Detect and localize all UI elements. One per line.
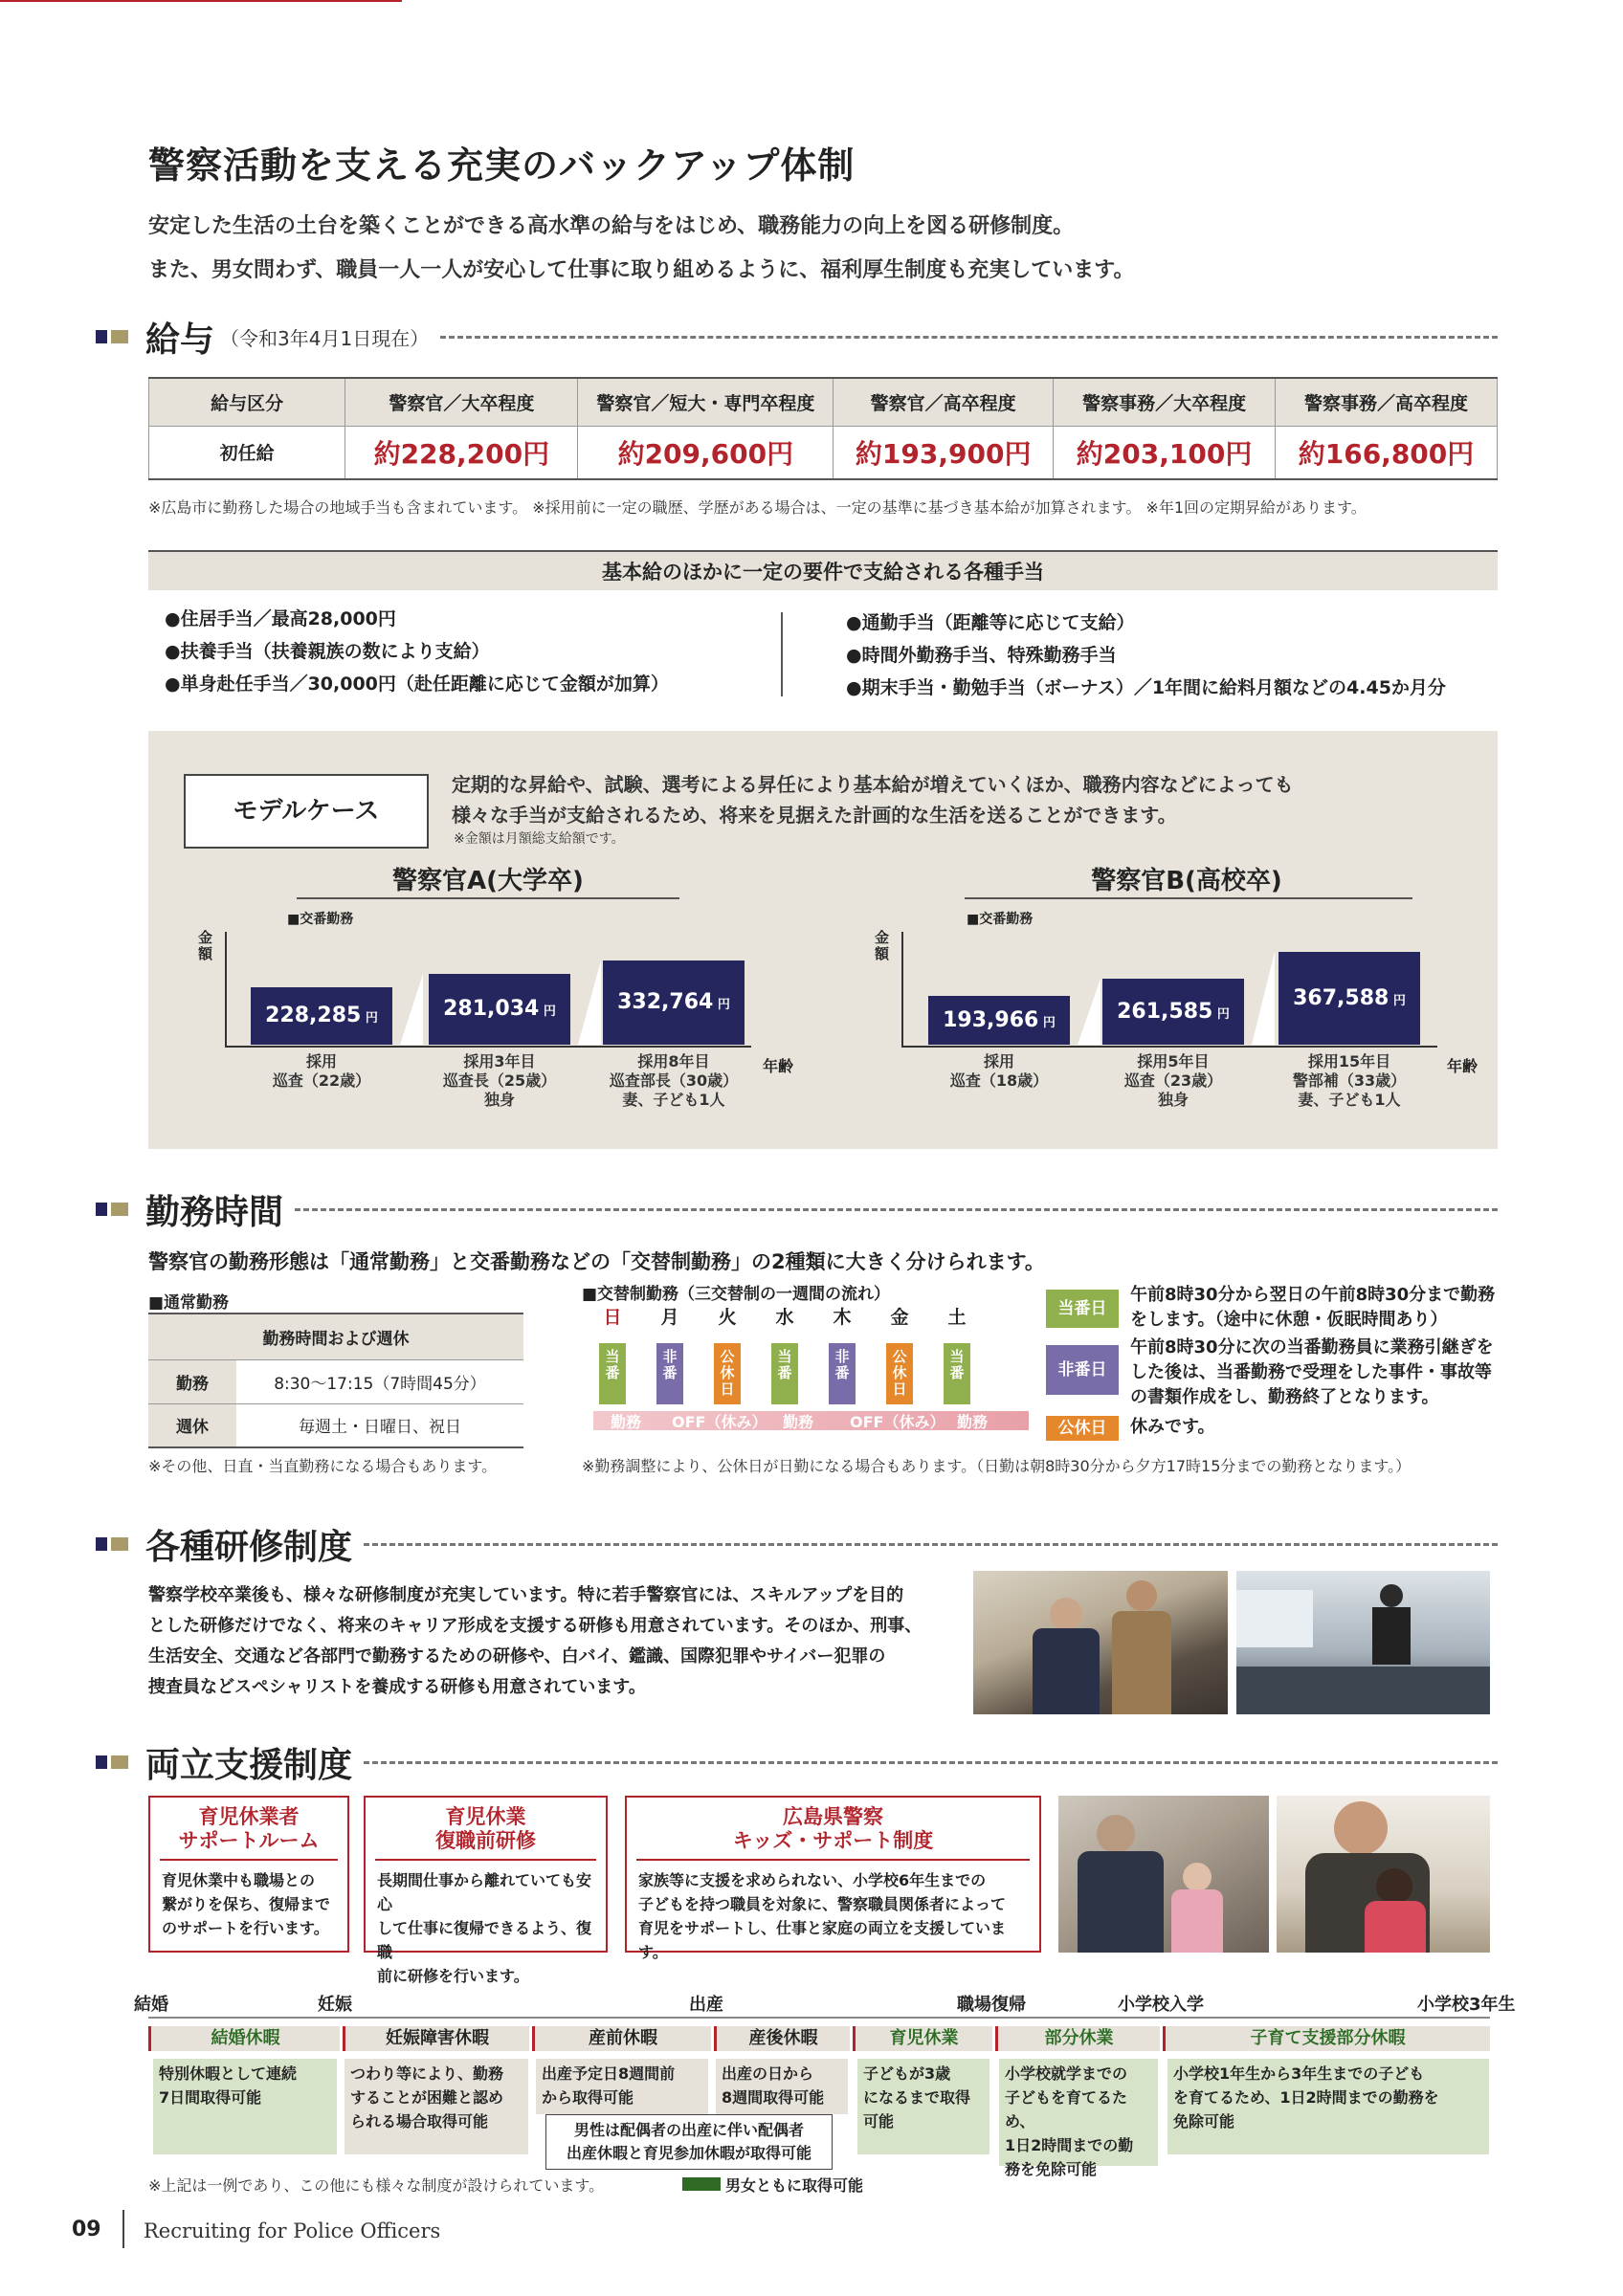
support-note: ※上記は一例であり、この他にも様々な制度が設けられています。: [148, 2176, 605, 2195]
bar-unit: 円: [361, 1011, 378, 1026]
page-title: 警察活動を支える充実のバックアップ体制: [148, 144, 856, 187]
leave-detail: 出産の日から 8週間取得可能: [716, 2059, 848, 2114]
legend-holiday-text: 休みです。: [1130, 1417, 1215, 1437]
category-label: 採用5年目: [1137, 1052, 1210, 1071]
chart-a-x-label: [232, 1052, 411, 1091]
shift-cell: 公 休 日: [886, 1343, 913, 1404]
sub-label: 巡査（23歳）: [1123, 1071, 1223, 1090]
leave-detail: 小学校1年生から3年生までの子ども を育てるため、1日2時間までの勤務を 免除可能: [1167, 2059, 1489, 2154]
chart-a-ylabel: 金額: [198, 929, 213, 962]
leave-marriage: 結婚休暇: [148, 2026, 340, 2051]
model-note: ※金額は月額総支給額です。: [454, 831, 625, 847]
legend-off-duty-text: 午前8時30分に次の当番勤務員に業務引継ぎをした後は、当番勤務で受理をした事件・事故等の書類作成をし、勤務終了となります。: [1130, 1337, 1494, 1407]
chart-a-yaxis: [225, 932, 227, 1047]
allowance-left-list: [165, 603, 669, 700]
shift-day: 土: [947, 1307, 967, 1328]
bar-unit: 円: [1389, 994, 1406, 1008]
allowance-item: ●時間外勤務手当、特殊勤務手当: [846, 645, 1117, 666]
legend-holiday-label: 公休日: [1046, 1416, 1119, 1441]
shift-day: 木: [833, 1307, 852, 1328]
category-label: 採用8年目: [637, 1052, 710, 1071]
category-label: 採用15年目: [1307, 1052, 1391, 1071]
bar-unit: 円: [1038, 1016, 1056, 1030]
lead-line-1: 安定した生活の土台を築くことができる高水準の給与をはじめ、職務能力の向上を図る研修制度。: [148, 214, 1075, 238]
bar-value-label: 332,764: [617, 990, 714, 1014]
leave-detail: 出産予定日8週間前 から取得可能: [536, 2059, 708, 2114]
timeline-label: 職場復帰: [957, 1995, 1026, 2015]
sub-label: 妻、子ども1人: [1298, 1091, 1401, 1109]
salary-note: ※広島市に勤務した場合の地域手当も含まれています。 ※採用前に一定の職歴、学歴がある場合は、一定の基準に基づき基本給が加算されます。 ※年1回の定期昇給があります。: [148, 498, 1367, 517]
chart-b-legend: ■交番勤務: [967, 912, 1034, 927]
chart-b-xaxis: [901, 1046, 1437, 1048]
sub-label: 巡査（22歳）: [272, 1071, 371, 1090]
work-row-value: 毎週土・日曜日、祝日: [236, 1403, 523, 1447]
salary-row-label: 初任給: [149, 426, 345, 479]
box-title: キッズ・サポート制度: [732, 1829, 934, 1852]
chart-b-bar: [1278, 952, 1420, 1045]
salary-header: 警察官／短大・専門卒程度: [578, 378, 834, 426]
chart-a-step: [400, 974, 423, 1045]
shift-day: 火: [718, 1307, 737, 1328]
chart-b-ylabel: 金額: [875, 929, 890, 962]
shift-cell: 非 番: [829, 1343, 856, 1404]
chart-b-xlabel: 年齢: [1447, 1057, 1478, 1075]
legend-duty-text: 午前8時30分から翌日の午前8時30分まで勤務をします。（途中に休憩・仮眠時間あり）: [1130, 1285, 1496, 1330]
shift-cell: 当 番: [944, 1343, 970, 1404]
salary-section-header: [96, 312, 1498, 362]
chart-a-legend: ■交番勤務: [287, 912, 354, 927]
box-line: 繋がりを保ち、復帰まで: [162, 1895, 331, 1913]
salary-value: 約228,200円: [345, 426, 578, 479]
box-title: サポートルーム: [178, 1829, 320, 1852]
work-table-header: 勤務時間および週休: [148, 1314, 523, 1359]
support-box-room: [148, 1796, 349, 1953]
sub-label: 警部補（33歳）: [1292, 1071, 1407, 1090]
salary-value: 約166,800円: [1276, 426, 1498, 479]
training-title: 各種研修制度: [145, 1527, 353, 1567]
chart-b-x-label: [909, 1052, 1089, 1091]
shift-day: 水: [775, 1307, 794, 1328]
category-label: 採用: [983, 1052, 1014, 1071]
shift-cell: 当 番: [599, 1343, 626, 1404]
chart-b-yaxis: [901, 932, 903, 1047]
shift-work-label: ■交替制勤務（三交替制の一週間の流れ）: [582, 1285, 891, 1304]
work-note-1: ※その他、日直・当直勤務になる場合もあります。: [148, 1457, 498, 1475]
shift-day-rule: [0, 0, 402, 2]
work-note-2: ※勤務調整により、公休日が日勤になる場合もあります。（日勤は朝8時30分から夕方17時15分までの勤務となります。）: [582, 1457, 1412, 1475]
normal-work-table: [148, 1313, 523, 1448]
training-line: 警察学校卒業後も、様々な研修制度が充実しています。特に若手警察官には、スキルアップを目的: [148, 1585, 904, 1605]
leave-detail: 特別休暇として連続 7日間取得可能: [153, 2059, 337, 2154]
work-lead: 警察官の勤務形態は「通常勤務」と交番勤務などの「交替制勤務」の2種類に大きく分けられます。: [148, 1250, 1045, 1273]
bar-unit: 円: [539, 1004, 556, 1019]
leave-parenting: 子育て支援部分休暇: [1163, 2026, 1490, 2051]
spouse-leave-box: 男性は配偶者の出産に伴い配偶者 出産休暇と育児参加休暇が取得可能: [545, 2114, 833, 2170]
bar-value-label: 193,966: [943, 1008, 1039, 1032]
category-label: 採用: [305, 1052, 337, 1071]
allowance-item: ●住居手当／最高28,000円: [165, 608, 396, 629]
chart-a-bar: [429, 974, 570, 1045]
sub-label: 巡査（18歳）: [949, 1071, 1049, 1090]
bar-value-label: 367,588: [1293, 986, 1390, 1010]
salary-value: 約203,100円: [1054, 426, 1276, 479]
model-text-1: 定期的な昇給や、試験、選考による昇任により基本給が増えていくほか、職務内容などによっても: [452, 773, 1294, 796]
chart-a-x-label: [584, 1052, 764, 1110]
leave-postnatal: 産後休暇: [714, 2026, 850, 2051]
timeline-label: 妊娠: [318, 1995, 352, 2015]
bar-unit: 円: [713, 998, 730, 1012]
training-text: [148, 1580, 933, 1703]
allowance-header: 基本給のほかに一定の要件で支給される各種手当: [148, 550, 1498, 590]
timeline-label: 結婚: [134, 1995, 168, 2015]
salary-value: 約209,600円: [578, 426, 834, 479]
chart-a-xaxis: [225, 1046, 751, 1048]
salary-header: 警察官／高卒程度: [834, 378, 1054, 426]
chart-b-title-rule: [965, 897, 1412, 899]
box-title: 復職前研修: [435, 1829, 536, 1852]
shift-day: 月: [660, 1307, 679, 1328]
category-label: 採用3年目: [463, 1052, 536, 1071]
box-line: 前に研修を行います。: [377, 1967, 529, 1985]
bar-unit: 円: [1212, 1007, 1230, 1022]
page-number: 09: [72, 2218, 101, 2241]
bar-value-label: 281,034: [443, 997, 540, 1021]
allowance-item: ●通勤手当（距離等に応じて支給）: [846, 612, 1135, 633]
box-title: 広島県警察: [783, 1805, 883, 1828]
model-text-2: 様々な手当が支給されるため、将来を見据えた計画的な生活を送ることができます。: [452, 804, 1177, 827]
salary-header: 警察事務／大卒程度: [1054, 378, 1276, 426]
box-line: 育児をサポートし、仕事と家庭の両立を支援しています。: [638, 1919, 1007, 1961]
training-line: とした研修だけでなく、将来のキャリア形成を支援する研修も用意されています。そのほか、刑事、: [148, 1616, 923, 1636]
sub-label: 巡査部長（30歳）: [609, 1071, 739, 1090]
band-label: OFF（休み）: [672, 1413, 767, 1431]
chart-a-xlabel: 年齢: [763, 1057, 794, 1075]
leave-detail: 小学校就学までの 子どもを育てるため、 1日2時間までの勤 務を免除可能: [999, 2059, 1158, 2166]
legend-duty-label: 当番日: [1046, 1290, 1119, 1328]
footer-text: Recruiting for Police Officers: [144, 2219, 441, 2242]
allowance-item: ●期末手当・勤勉手当（ボーナス）／1年間に給料月額などの4.45か月分: [846, 677, 1446, 698]
box-line: のサポートを行います。: [162, 1919, 329, 1937]
chart-b-step: [1252, 952, 1275, 1045]
bar-value-label: 228,285: [265, 1004, 362, 1027]
sub-label: 独身: [1157, 1091, 1189, 1109]
support-box-kids: [625, 1796, 1041, 1961]
box-line: 家族等に支援を求められない、小学校6年生までの: [638, 1871, 987, 1889]
shift-cell: 非 番: [656, 1343, 683, 1404]
salary-header: 警察官／大卒程度: [345, 378, 578, 426]
bar-value-label: 261,585: [1117, 1000, 1213, 1024]
support-photo-1: [1058, 1796, 1269, 1953]
box-title: 育児休業: [445, 1805, 526, 1828]
box-line: して仕事に復帰できるよう、復職: [377, 1919, 592, 1961]
allowance-item: ●単身赴任手当／30,000円（赴任距離に応じて金額が加算）: [165, 673, 669, 695]
band-label: 勤務: [611, 1413, 642, 1431]
salary-date: （令和3年4月1日現在）: [220, 326, 430, 350]
timeline-label: 出産: [689, 1995, 723, 2015]
timeline-label: 小学校3年生: [1417, 1995, 1516, 2015]
box-line: 長期間仕事から離れていても安心: [377, 1871, 592, 1913]
box-title: 育児休業者: [198, 1805, 300, 1828]
chart-b-x-label: [1259, 1052, 1439, 1110]
box-line: 子どもを持つ職員を対象に、警察職員関係者によって: [638, 1895, 1007, 1913]
legend-green-text: 男女ともに取得可能: [725, 2176, 864, 2195]
allowance-right-list: [846, 607, 1446, 704]
salary-table: [148, 377, 1498, 480]
salary-value: 約193,900円: [834, 426, 1054, 479]
timeline-axis: [148, 2017, 1490, 2019]
band-label: 勤務: [783, 1413, 814, 1431]
sub-label: 独身: [483, 1091, 515, 1109]
support-photo-2: [1277, 1796, 1490, 1953]
chart-a-bar: [603, 960, 745, 1045]
salary-title: 給与: [145, 320, 215, 360]
work-row-key: 週休: [148, 1403, 236, 1447]
timeline-label: 小学校入学: [1118, 1995, 1204, 2015]
allowance-divider: [781, 612, 783, 696]
shift-cell: 当 番: [771, 1343, 798, 1404]
leave-partial: 部分休業: [995, 2026, 1160, 2051]
lead-line-2: また、男女問わず、職員一人一人が安心して仕事に取り組めるように、福利厚生制度も充実しています。: [148, 258, 1135, 282]
shift-cell: 公 休 日: [714, 1343, 741, 1404]
leave-childcare: 育児休業: [853, 2026, 992, 2051]
chart-b-bar: [928, 996, 1070, 1045]
chart-a-step: [578, 960, 601, 1045]
legend-green-swatch: [682, 2177, 721, 2191]
training-photo-2: [1236, 1571, 1490, 1714]
support-box-training: [364, 1796, 608, 1985]
sub-label: 妻、子ども1人: [622, 1091, 725, 1109]
chart-b-step: [1078, 979, 1101, 1045]
shift-day: 日: [603, 1307, 622, 1328]
work-section-header: [96, 1184, 1498, 1234]
legend-off-duty-label: 非番日: [1046, 1345, 1119, 1395]
normal-work-label: ■通常勤務: [148, 1293, 230, 1313]
band-label: OFF（休み）: [850, 1413, 945, 1431]
shift-day: 金: [890, 1307, 909, 1328]
chart-b-title: 警察官B(高校卒): [1091, 867, 1282, 895]
box-line: 育児休業中も職場との: [162, 1871, 316, 1889]
training-line: 捜査員などスペシャリストを養成する研修も用意されています。: [148, 1677, 646, 1697]
leave-prenatal: 産前休暇: [532, 2026, 711, 2051]
training-section-header: [96, 1519, 1498, 1569]
work-row-key: 勤務: [148, 1359, 236, 1403]
allowance-item: ●扶養手当（扶養親族の数により支給）: [165, 641, 490, 662]
chart-b-bar: [1102, 979, 1244, 1045]
work-row-value: 8:30～17:15（7時間45分）: [236, 1359, 523, 1403]
leave-pregnancy: 妊娠障害休暇: [343, 2026, 529, 2051]
support-title: 両立支援制度: [145, 1745, 353, 1785]
chart-a-bar: [251, 987, 392, 1045]
chart-b-x-label: [1083, 1052, 1263, 1110]
sub-label: 巡査長（25歳）: [442, 1071, 557, 1090]
support-section-header: [96, 1737, 1498, 1787]
salary-header: 給与区分: [149, 378, 345, 426]
model-case-label: モデルケース: [184, 774, 429, 849]
training-line: 生活安全、交通など各部門で勤務するための研修や、白バイ、鑑識、国際犯罪やサイバー犯罪の: [148, 1646, 886, 1667]
salary-header: 警察事務／高卒程度: [1276, 378, 1498, 426]
chart-a-title-rule: [297, 897, 679, 899]
training-photo-1: [973, 1571, 1228, 1714]
band-label: 勤務: [957, 1413, 989, 1431]
leave-detail: つわり等により、勤務 することが困難と認め られる場合取得可能: [345, 2059, 528, 2154]
chart-a-x-label: [410, 1052, 589, 1110]
footer-divider: [122, 2210, 124, 2248]
work-title: 勤務時間: [145, 1192, 284, 1232]
leave-detail: 子どもが3歳 になるまで取得 可能: [857, 2059, 989, 2154]
chart-a-title: 警察官A(大学卒): [392, 867, 584, 895]
